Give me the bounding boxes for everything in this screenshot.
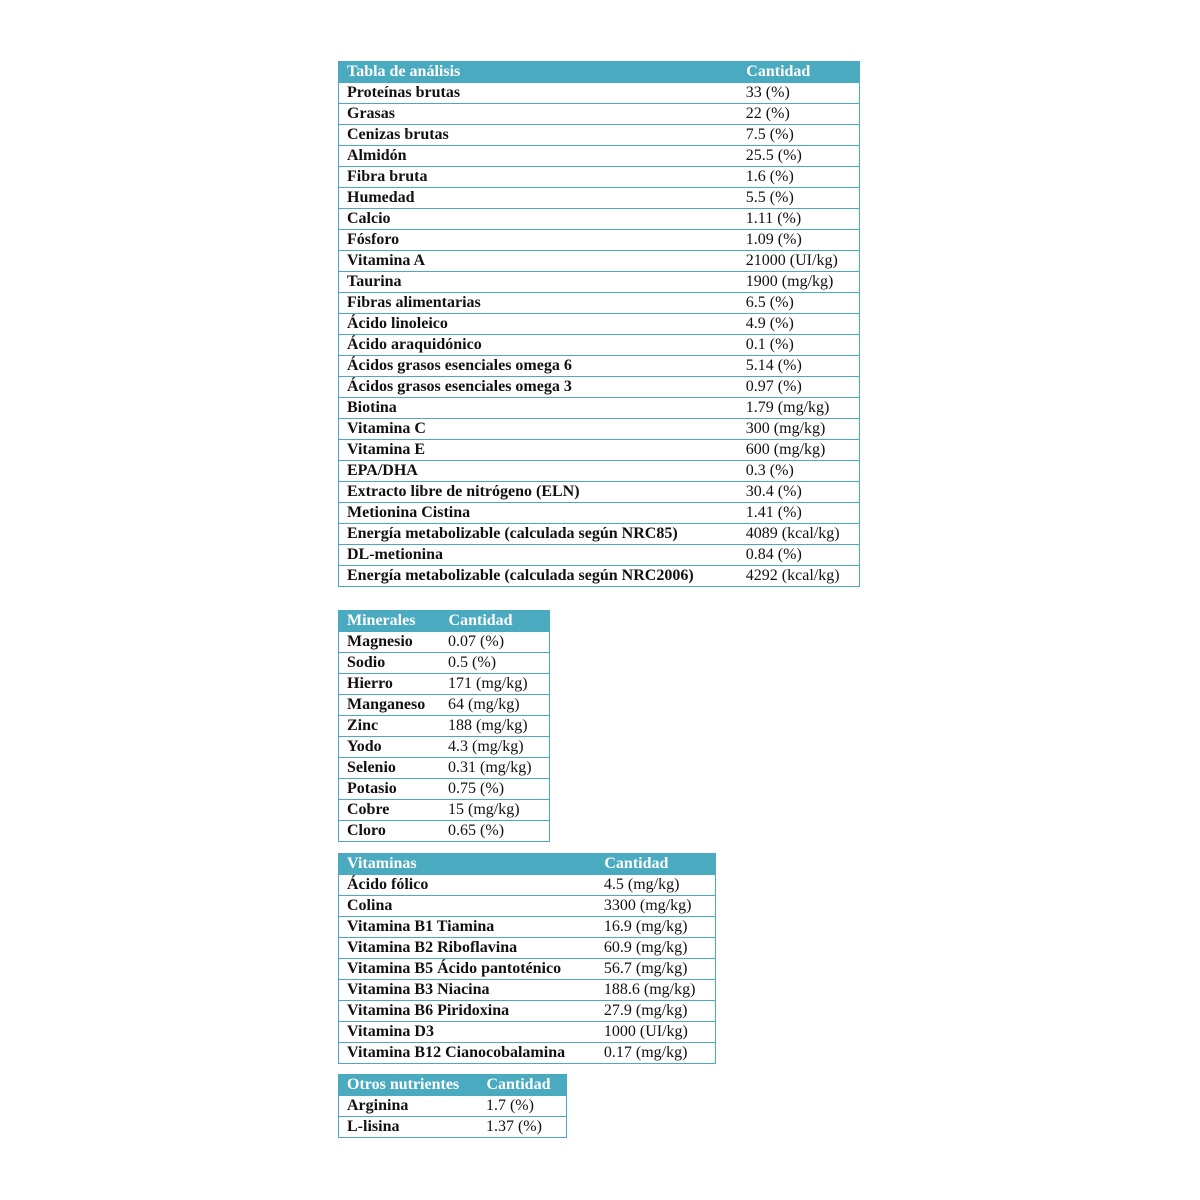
table-row <box>339 1117 567 1138</box>
table-row <box>339 503 860 524</box>
table-row <box>339 980 716 1001</box>
vitamins-header-row <box>339 854 716 875</box>
table-row <box>339 335 860 356</box>
nutrient-quantity: 0.84 (%) <box>738 545 860 566</box>
nutrient-quantity: 30.4 (%) <box>738 482 860 503</box>
table-row <box>339 959 716 980</box>
table-row <box>339 737 550 758</box>
nutrient-name: Vitamina B2 Riboflavina <box>339 938 596 959</box>
nutrient-quantity: 56.7 (mg/kg) <box>596 959 716 980</box>
nutrient-name: Energía metabolizable (calculada según NRC2006) <box>339 566 738 587</box>
nutrient-quantity: 171 (mg/kg) <box>440 674 549 695</box>
table-row <box>339 482 860 503</box>
table-row <box>339 272 860 293</box>
minerals-table <box>338 610 550 842</box>
minerals-header-row <box>339 611 550 632</box>
table-row <box>339 146 860 167</box>
nutrient-quantity: 5.14 (%) <box>738 356 860 377</box>
nutrient-name: Grasas <box>339 104 738 125</box>
other-nutrients-header-label: Otros nutrientes <box>339 1075 478 1096</box>
table-row <box>339 695 550 716</box>
nutrient-quantity: 7.5 (%) <box>738 125 860 146</box>
table-row <box>339 566 860 587</box>
table-row <box>339 938 716 959</box>
table-row <box>339 356 860 377</box>
table-row <box>339 230 860 251</box>
vitamins-header-quantity: Cantidad <box>596 854 716 875</box>
table-row <box>339 251 860 272</box>
nutrient-quantity: 0.17 (mg/kg) <box>596 1043 716 1064</box>
nutrient-name: Taurina <box>339 272 738 293</box>
other-nutrients-header-row <box>339 1075 567 1096</box>
nutrient-name: Cloro <box>339 821 441 842</box>
nutrient-quantity: 33 (%) <box>738 83 860 104</box>
table-row <box>339 440 860 461</box>
nutrient-quantity: 300 (mg/kg) <box>738 419 860 440</box>
nutrient-quantity: 1.79 (mg/kg) <box>738 398 860 419</box>
nutrient-name: Cobre <box>339 800 441 821</box>
table-row <box>339 188 860 209</box>
nutrient-quantity: 4089 (kcal/kg) <box>738 524 860 545</box>
nutrient-quantity: 22 (%) <box>738 104 860 125</box>
nutrient-quantity: 0.31 (mg/kg) <box>440 758 549 779</box>
table-row <box>339 716 550 737</box>
table-row <box>339 104 860 125</box>
nutrient-quantity: 4.9 (%) <box>738 314 860 335</box>
table-row <box>339 1096 567 1117</box>
nutrient-name: Calcio <box>339 209 738 230</box>
table-row <box>339 875 716 896</box>
nutrient-name: Vitamina C <box>339 419 738 440</box>
nutrient-name: Humedad <box>339 188 738 209</box>
nutrient-quantity: 1900 (mg/kg) <box>738 272 860 293</box>
table-row <box>339 83 860 104</box>
nutrient-quantity: 0.65 (%) <box>440 821 549 842</box>
nutrient-quantity: 5.5 (%) <box>738 188 860 209</box>
nutrient-name: Arginina <box>339 1096 478 1117</box>
nutrient-name: Fibras alimentarias <box>339 293 738 314</box>
nutrient-quantity: 1000 (UI/kg) <box>596 1022 716 1043</box>
nutrient-name: Vitamina B12 Cianocobalamina <box>339 1043 596 1064</box>
nutrient-name: Magnesio <box>339 632 441 653</box>
nutrient-name: Vitamina B5 Ácido pantoténico <box>339 959 596 980</box>
nutrient-name: Cenizas brutas <box>339 125 738 146</box>
nutrient-name: Ácidos grasos esenciales omega 3 <box>339 377 738 398</box>
nutrient-name: Potasio <box>339 779 441 800</box>
nutrient-name: Vitamina B3 Niacina <box>339 980 596 1001</box>
nutrient-quantity: 3300 (mg/kg) <box>596 896 716 917</box>
table-row <box>339 125 860 146</box>
table-row <box>339 398 860 419</box>
table-row <box>339 1043 716 1064</box>
table-row <box>339 209 860 230</box>
table-row <box>339 1001 716 1022</box>
table-row <box>339 293 860 314</box>
nutrient-quantity: 21000 (UI/kg) <box>738 251 860 272</box>
nutrient-quantity: 25.5 (%) <box>738 146 860 167</box>
nutrient-name: Ácido fólico <box>339 875 596 896</box>
nutrient-quantity: 600 (mg/kg) <box>738 440 860 461</box>
nutrient-name: Selenio <box>339 758 441 779</box>
nutrient-name: Manganeso <box>339 695 441 716</box>
nutrient-quantity: 4.5 (mg/kg) <box>596 875 716 896</box>
nutrient-name: EPA/DHA <box>339 461 738 482</box>
nutrient-name: Vitamina B6 Piridoxina <box>339 1001 596 1022</box>
nutrient-quantity: 4.3 (mg/kg) <box>440 737 549 758</box>
nutrient-quantity: 1.6 (%) <box>738 167 860 188</box>
minerals-header-quantity: Cantidad <box>440 611 549 632</box>
nutrient-quantity: 0.3 (%) <box>738 461 860 482</box>
nutrient-name: Vitamina D3 <box>339 1022 596 1043</box>
nutrient-quantity: 0.1 (%) <box>738 335 860 356</box>
other-nutrients-table <box>338 1074 567 1138</box>
other-nutrients-header-quantity: Cantidad <box>478 1075 567 1096</box>
nutrient-name: Fósforo <box>339 230 738 251</box>
nutrient-quantity: 4292 (kcal/kg) <box>738 566 860 587</box>
nutrient-name: Sodio <box>339 653 441 674</box>
nutrient-name: Biotina <box>339 398 738 419</box>
table-row <box>339 653 550 674</box>
nutrient-quantity: 0.5 (%) <box>440 653 549 674</box>
nutrient-name: Colina <box>339 896 596 917</box>
nutrient-quantity: 188.6 (mg/kg) <box>596 980 716 1001</box>
nutrient-quantity: 1.11 (%) <box>738 209 860 230</box>
nutrient-name: Extracto libre de nitrógeno (ELN) <box>339 482 738 503</box>
nutrient-quantity: 64 (mg/kg) <box>440 695 549 716</box>
nutrient-name: Ácido araquidónico <box>339 335 738 356</box>
analysis-header-label: Tabla de análisis <box>339 62 738 83</box>
nutrient-quantity: 1.37 (%) <box>478 1117 567 1138</box>
nutrient-name: Almidón <box>339 146 738 167</box>
table-row <box>339 917 716 938</box>
nutrient-quantity: 15 (mg/kg) <box>440 800 549 821</box>
nutrient-quantity: 6.5 (%) <box>738 293 860 314</box>
table-row <box>339 800 550 821</box>
nutrient-quantity: 1.41 (%) <box>738 503 860 524</box>
minerals-header-label: Minerales <box>339 611 441 632</box>
table-row <box>339 167 860 188</box>
table-row <box>339 821 550 842</box>
nutrient-name: Metionina Cistina <box>339 503 738 524</box>
nutrient-name: Proteínas brutas <box>339 83 738 104</box>
nutrient-quantity: 0.97 (%) <box>738 377 860 398</box>
nutrient-name: Fibra bruta <box>339 167 738 188</box>
nutrient-name: Zinc <box>339 716 441 737</box>
nutrient-name: DL-metionina <box>339 545 738 566</box>
table-row <box>339 1022 716 1043</box>
nutrient-name: L-lisina <box>339 1117 478 1138</box>
nutrient-name: Vitamina B1 Tiamina <box>339 917 596 938</box>
vitamins-header-label: Vitaminas <box>339 854 596 875</box>
nutrient-quantity: 0.07 (%) <box>440 632 549 653</box>
analysis-table <box>338 61 860 587</box>
table-row <box>339 461 860 482</box>
analysis-header-quantity: Cantidad <box>738 62 860 83</box>
nutrient-name: Vitamina E <box>339 440 738 461</box>
nutrient-quantity: 1.7 (%) <box>478 1096 567 1117</box>
nutrient-quantity: 27.9 (mg/kg) <box>596 1001 716 1022</box>
nutrient-name: Yodo <box>339 737 441 758</box>
nutrient-quantity: 0.75 (%) <box>440 779 549 800</box>
nutrient-quantity: 1.09 (%) <box>738 230 860 251</box>
table-row <box>339 545 860 566</box>
table-row <box>339 632 550 653</box>
nutrient-quantity: 188 (mg/kg) <box>440 716 549 737</box>
nutrient-name: Ácido linoleico <box>339 314 738 335</box>
table-row <box>339 524 860 545</box>
table-row <box>339 419 860 440</box>
table-row <box>339 377 860 398</box>
analysis-header-row <box>339 62 860 83</box>
nutrient-name: Energía metabolizable (calculada según NRC85) <box>339 524 738 545</box>
nutrient-name: Vitamina A <box>339 251 738 272</box>
table-row <box>339 896 716 917</box>
nutrient-quantity: 60.9 (mg/kg) <box>596 938 716 959</box>
table-row <box>339 779 550 800</box>
nutrient-name: Ácidos grasos esenciales omega 6 <box>339 356 738 377</box>
vitamins-table <box>338 853 716 1064</box>
table-row <box>339 314 860 335</box>
nutrient-quantity: 16.9 (mg/kg) <box>596 917 716 938</box>
nutrient-name: Hierro <box>339 674 441 695</box>
table-row <box>339 674 550 695</box>
table-row <box>339 758 550 779</box>
